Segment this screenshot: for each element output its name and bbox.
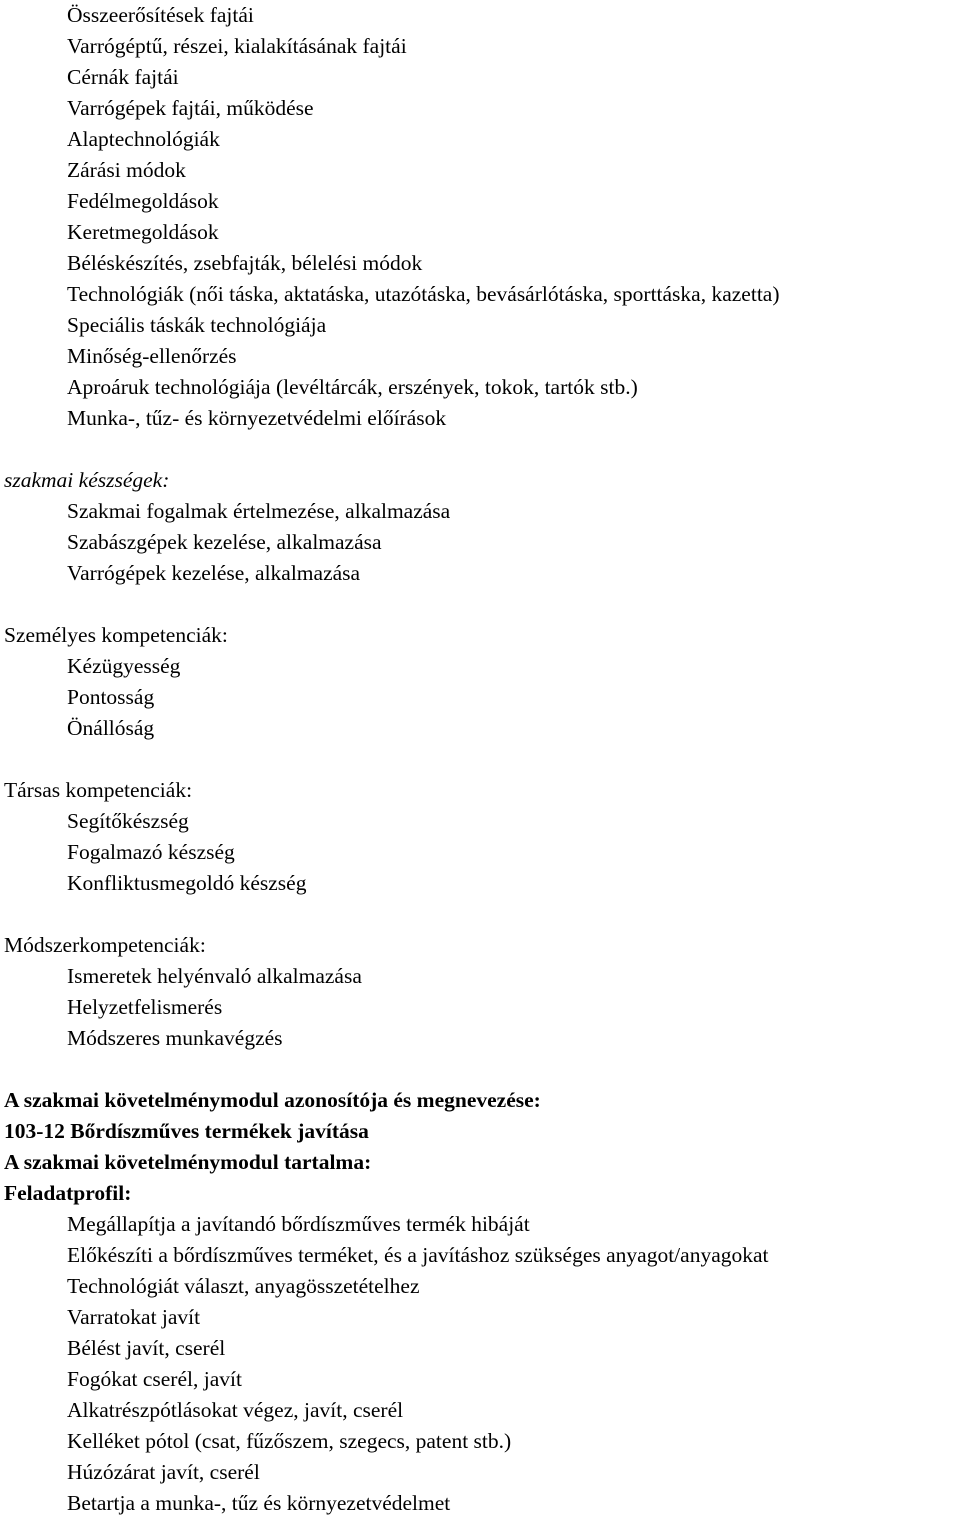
list-item: Fedélmegoldások — [67, 189, 219, 213]
task-item: Kelléket pótol (csat, fűzőszem, szegecs, patent stb.) — [67, 1429, 512, 1453]
method-competencies-section — [0, 930, 960, 1054]
list-item: Segítőkészség — [67, 809, 189, 833]
module-title: 103-12 Bőrdíszműves termékek javítása — [4, 1119, 369, 1143]
task-item: Bélést javít, cserél — [67, 1336, 226, 1360]
task-item: Húzózárat javít, cserél — [67, 1460, 260, 1484]
list-item: Pontosság — [67, 685, 155, 709]
section-heading: szakmai készségek: — [4, 468, 170, 492]
list-item: Varrógéptű, részei, kialakításának fajtái — [67, 34, 407, 58]
list-item: Varrógépek fajtái, működése — [67, 96, 314, 120]
list-item: Varrógépek kezelése, alkalmazása — [67, 561, 361, 585]
list-item: Béléskészítés, zsebfajták, bélelési módok — [67, 251, 423, 275]
spacer — [0, 1054, 960, 1085]
list-item: Önállóság — [67, 716, 155, 740]
list-item: Cérnák fajtái — [67, 65, 179, 89]
list-item: Helyzetfelismerés — [67, 995, 223, 1019]
social-competencies-section — [0, 775, 960, 899]
section-heading: Személyes kompetenciák: — [4, 623, 228, 647]
spacer — [0, 434, 960, 465]
section-heading: Módszerkompetenciák: — [4, 933, 206, 957]
task-item: Fogókat cserél, javít — [67, 1367, 242, 1391]
task-item: Megállapítja a javítandó bőrdíszműves termék hibáját — [67, 1212, 530, 1236]
list-item: Ismeretek helyénvaló alkalmazása — [67, 964, 362, 988]
skills-section — [0, 465, 960, 589]
spacer — [0, 589, 960, 620]
list-item: Konfliktusmegoldó készség — [67, 871, 307, 895]
list-item: Keretmegoldások — [67, 220, 219, 244]
list-item: Szakmai fogalmak értelmezése, alkalmazása — [67, 499, 451, 523]
task-profile-heading: Feladatprofil: — [4, 1181, 132, 1205]
list-item: Speciális táskák technológiája — [67, 313, 327, 337]
spacer — [0, 899, 960, 930]
list-item: Kézügyesség — [67, 654, 181, 678]
section-heading: Társas kompetenciák: — [4, 778, 193, 802]
module-section — [0, 1085, 960, 1519]
list-item: Minőség-ellenőrzés — [67, 344, 237, 368]
spacer — [0, 744, 960, 775]
task-item: Betartja a munka-, tűz és környezetvédelmet — [67, 1491, 451, 1515]
module-id-heading: A szakmai követelménymodul azonosítója és megnevezése: — [4, 1088, 541, 1112]
list-item: Aproáruk technológiája (levéltárcák, erszények, tokok, tartók stb.) — [67, 375, 638, 399]
task-item: Varratokat javít — [67, 1305, 201, 1329]
list-item: Technológiák (női táska, aktatáska, utazótáska, bevásárlótáska, sporttáska, kazetta) — [67, 282, 780, 306]
list-item: Munka-, tűz- és környezetvédelmi előírások — [67, 406, 447, 430]
module-content-heading: A szakmai követelménymodul tartalma: — [4, 1150, 372, 1174]
task-item: Alkatrészpótlásokat végez, javít, cserél — [67, 1398, 404, 1422]
list-item: Összeerősítések fajtái — [67, 3, 254, 27]
task-item: Előkészíti a bőrdíszműves terméket, és a javításhoz szükséges anyagot/anyagokat — [67, 1243, 769, 1267]
list-item: Módszeres munkavégzés — [67, 1026, 283, 1050]
personal-competencies-section — [0, 620, 960, 744]
list-item: Szabászgépek kezelése, alkalmazása — [67, 530, 382, 554]
list-item: Alaptechnológiák — [67, 127, 220, 151]
task-item: Technológiát választ, anyagösszetételhez — [67, 1274, 420, 1298]
list-item: Fogalmazó készség — [67, 840, 235, 864]
knowledge-list — [0, 0, 960, 434]
list-item: Zárási módok — [67, 158, 186, 182]
